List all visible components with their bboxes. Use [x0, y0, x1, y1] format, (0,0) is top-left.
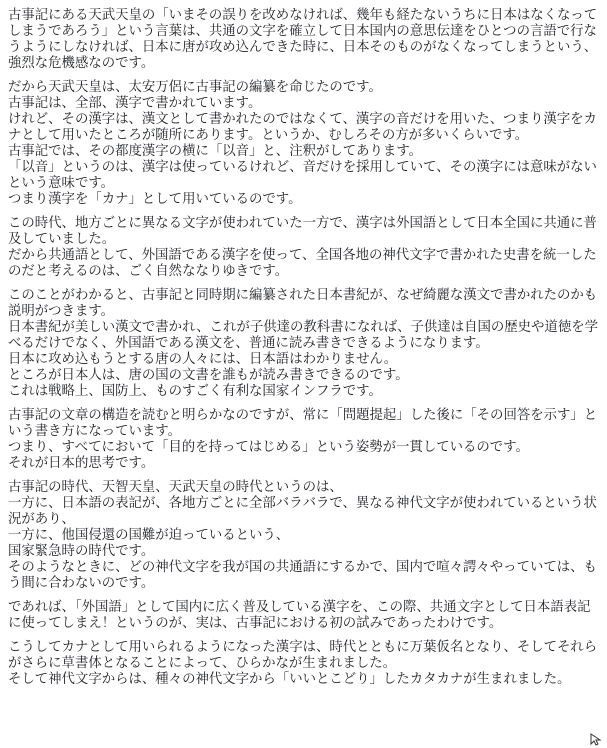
text-line: 古事記は、全部、漢字で書かれています。	[8, 96, 262, 111]
text-line: 日本書紀が美しい漢文で書かれ、これが子供達の教科書になれば、子供達は自国の歴史や道徳を学べるだけでなく、外国語である漢文を、普通に読み書きできるようになります。	[8, 320, 598, 351]
paragraph	[8, 8, 598, 72]
paragraph	[8, 640, 598, 688]
text-line: つまり漢字を「カナ」として用いているのです。	[8, 192, 302, 207]
paragraph	[8, 600, 598, 632]
text-line: 国家緊急時の時代です。	[8, 544, 155, 559]
text-line: このことがわかると、古事記と同時期に編纂された日本書紀が、なぜ綺麗な漢文で書かれたのかも説明がつきます。	[8, 288, 598, 319]
text-line: 古事記の時代、天智天皇、天武天皇の時代というのは、	[8, 480, 343, 495]
text-line: この時代、地方ごとに異なる文字が使われていた一方で、漢字は外国語として日本全国に共通に普及していました。	[8, 216, 597, 247]
text-line: 古事記の文章の構造を読むと明らかなのですが、常に「問題提起」した後に「その回答を示す」という書き方になっています。	[8, 408, 598, 439]
text-line: ところが日本人は、唐の国の文書を誰もが読み書きできるのです。	[8, 368, 409, 383]
paragraph	[8, 480, 598, 592]
post-body	[8, 8, 598, 696]
text-line: だから共通語として、外国語である漢字を使って、全国各地の神代文字で書かれた史書を統一したのだと考えるのは、ごく自然ななりゆきです。	[8, 248, 597, 279]
text-line: だから天武天皇は、太安万侶に古事記の編纂を命じたのです。	[8, 80, 382, 95]
text-line: 一方に、他国侵還の国難が迫っているという、	[8, 528, 290, 543]
text-line: そして神代文字からは、種々の神代文字から「いいとこどり」したカタカナが生まれました。	[8, 672, 571, 687]
text-line: それが日本的思考です。	[8, 456, 155, 471]
paragraph	[8, 216, 598, 280]
text-line: 古事記にある天武天皇の「いまその誤りを改めなければ、幾年も経たないうちに日本はなくなってしまうであろう」という言葉は、共通の文字を確立して日本国内の意思伝達をひとつの言語で行なうようにしなければ、日本に唐が攻め込んできた時に、日本そのものがなくなってしまうという、強烈な危機感なのです。	[8, 8, 598, 71]
text-line: けれど、その漢字は、漢文として書かれたのではなくて、漢字の音だけを用いた、つまり漢字をカナとして用いたところが随所にあります。というか、むしろその方が多いくらいです。	[8, 112, 597, 143]
paragraph	[8, 288, 598, 400]
text-line: 古事記では、その都度漢字の横に「以音」と、注釈がしてあります。	[8, 144, 423, 159]
text-line: 「以音」というのは、漢字は使っているけれど、音だけを採用していて、その漢字には意味がないという意味です。	[8, 160, 597, 191]
text-line: であれば、「外国語」として国内に広く普及している漢字を、この際、共通文字として日本語表記に使ってしまえ！というのが、実は、古事記における初の試みであったわけです。	[8, 600, 591, 631]
text-line: 日本に攻め込もうとする唐の人々には、日本語はわかりません。	[8, 352, 398, 367]
text-line: そのようなときに、どの神代文字を我が国の共通語にするかで、国内で喧々諤々やっていては、もう間に合わないのです。	[8, 560, 597, 591]
cursor-icon	[589, 732, 603, 746]
paragraph	[8, 80, 598, 208]
text-line: これは戦略上、国防上、ものすごく有利な国家インフラです。	[8, 384, 382, 399]
text-line: つまり、すべてにおいて「目的を持ってはじめる」という姿勢が一貫しているのです。	[8, 440, 529, 455]
text-line: 一方に、日本語の表記が、各地方ごとに全部バラバラで、異なる神代文字が使われているという状況があり、	[8, 496, 597, 527]
paragraph	[8, 408, 598, 472]
text-line: こうしてカナとして用いられるようになった漢字は、時代とともに万葉仮名となり、そしてそれらがさらに草書体となることによって、ひらかなが生まれました。	[8, 640, 598, 671]
